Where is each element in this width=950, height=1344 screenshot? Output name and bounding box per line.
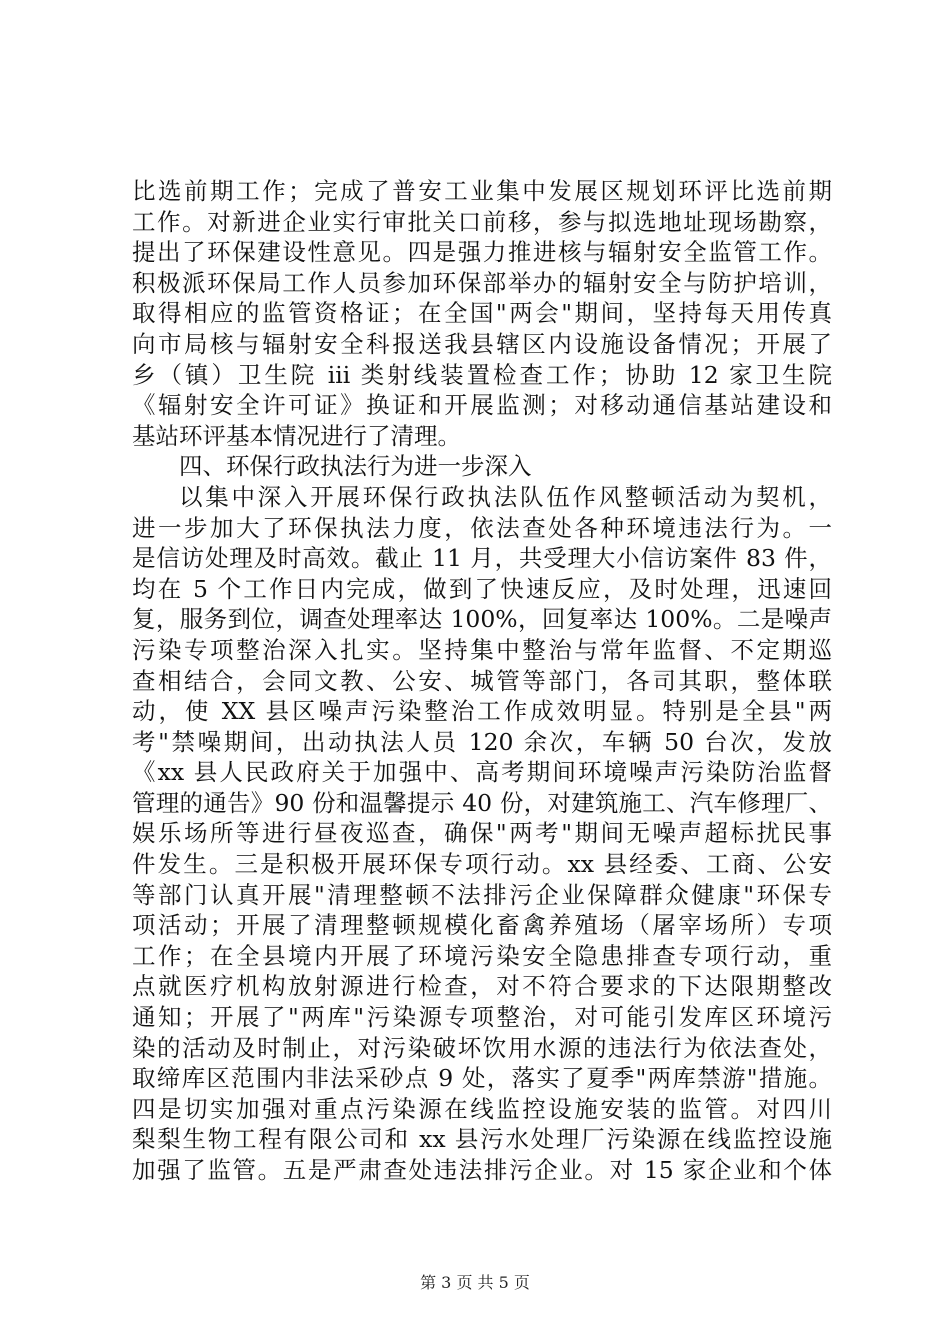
text-line: 均在 5 个工作日内完成，做到了快速反应，及时处理，迅速回 [132,574,832,603]
text-line: 《辐射安全许可证》换证和开展监测；对移动通信基站建设和 [132,391,832,420]
text-line: 工作。对新进企业实行审批关口前移，参与拟选地址现场勘察， [132,207,832,236]
paragraph-2 [132,482,832,1186]
paragraph-1 [132,176,832,451]
text-line: 工作；在全县境内开展了环境污染安全隐患排查专项行动，重 [132,941,832,970]
text-line: 等部门认真开展"清理整顿不法排污企业保障群众健康"环保专 [132,880,832,909]
text-line: 污染专项整治深入扎实。坚持集中整治与常年监督、不定期巡 [132,635,832,664]
text-line: 娱乐场所等进行昼夜巡查，确保"两考"期间无噪声超标扰民事 [132,819,832,848]
text-line: 项活动；开展了清理整顿规模化畜禽养殖场（屠宰场所）专项 [132,911,832,940]
text-line: 查相结合，会同文教、公安、城管等部门，各司其职，整体联 [132,666,832,695]
text-line: 管理的通告》90 份和温馨提示 40 份，对建筑施工、汽车修理厂、 [132,788,832,817]
text-line: 染的活动及时制止，对污染破坏饮用水源的违法行为依法查处， [132,1033,832,1062]
text-line: 乡（镇）卫生院 iii 类射线装置检查工作；协助 12 家卫生院 [132,360,832,389]
text-line: 是信访处理及时高效。截止 11 月，共受理大小信访案件 83 件， [132,544,832,573]
text-line: 动，使 XX 县区噪声污染整治工作成效明显。特别是全县"两 [132,697,832,726]
document-body [132,176,832,1186]
text-line: 复，服务到位，调查处理率达 100%，回复率达 100%。二是噪声 [132,605,832,634]
text-line: 取得相应的监管资格证；在全国"两会"期间，坚持每天用传真 [132,299,832,328]
text-line: 加强了监管。五是严肃查处违法排污企业。对 15 家企业和个体 [132,1156,832,1184]
text-line: 比选前期工作；完成了普安工业集中发展区规划环评比选前期 [132,177,832,205]
section-heading: 四、环保行政执法行为进一步深入 [179,452,532,481]
text-line: 梨梨生物工程有限公司和 xx 县污水处理厂污染源在线监控设施 [132,1125,832,1154]
text-line: 基站环评基本情况进行了清理。 [132,421,461,450]
text-line: 进一步加大了环保执法力度，依法查处各种环境违法行为。一 [132,513,832,542]
text-line: 四是切实加强对重点污染源在线监控设施安装的监管。对四川 [132,1094,832,1123]
text-line: 件发生。三是积极开展环保专项行动。xx 县经委、工商、公安 [132,850,832,879]
text-line: 点就医疗机构放射源进行检查，对不符合要求的下达限期整改 [132,972,832,1001]
text-line: 提出了环保建设性意见。四是强力推进核与辐射安全监管工作。 [132,238,832,267]
text-line: 考"禁噪期间，出动执法人员 120 余次，车辆 50 台次，发放 [132,727,832,756]
page-number-footer: 第 3 页 共 5 页 [420,1273,530,1292]
text-line: 向市局核与辐射安全科报送我县辖区内设施设备情况；开展了 [132,329,832,358]
text-line: 取缔库区范围内非法采砂点 9 处，落实了夏季"两库禁游"措施。 [132,1064,832,1093]
text-line: 以集中深入开展环保行政执法队伍作风整顿活动为契机， [179,482,832,511]
text-line: 《xx 县人民政府关于加强中、高考期间环境噪声污染防治监督 [132,758,832,787]
text-line: 通知；开展了"两库"污染源专项整治，对可能引发库区环境污 [132,1003,832,1032]
text-line: 积极派环保局工作人员参加环保部举办的辐射安全与防护培训， [132,268,832,297]
